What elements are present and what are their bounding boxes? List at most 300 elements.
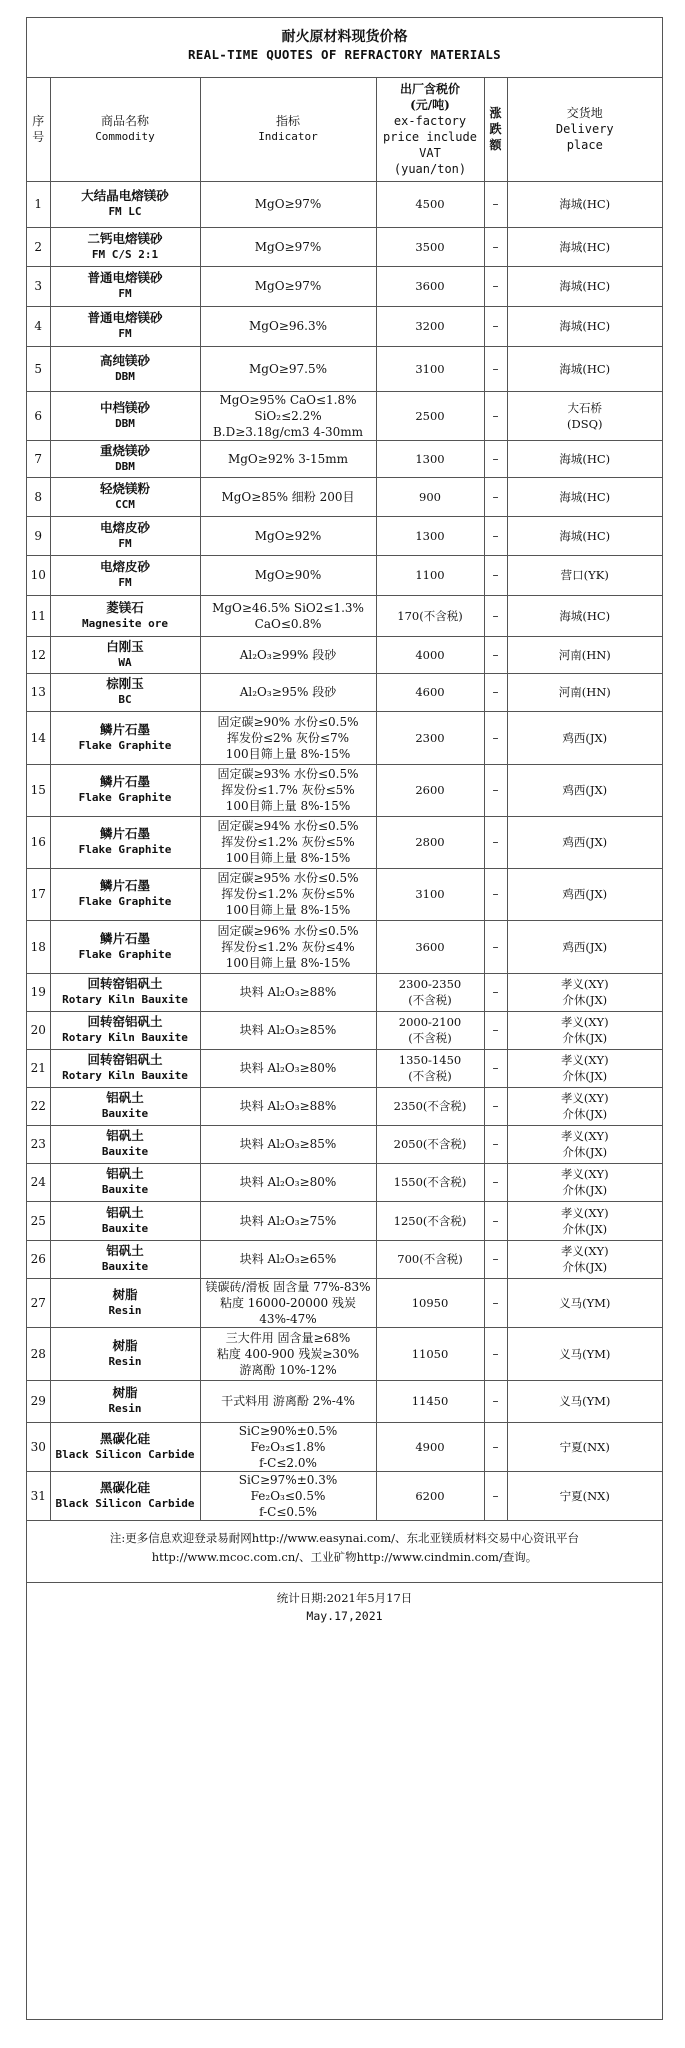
- row-change: [484, 868, 507, 920]
- table-row: [27, 1087, 662, 1125]
- row-number: [27, 227, 50, 266]
- table-row: [27, 764, 662, 816]
- row-indicator-text: MgO≥92%: [254, 528, 322, 543]
- row-change: [484, 1163, 507, 1201]
- row-place: [507, 227, 662, 266]
- row-place: [507, 477, 662, 516]
- table-row: [27, 816, 662, 868]
- row-place: [507, 1125, 662, 1163]
- row-number-text: 30: [30, 1439, 46, 1454]
- row-price-text: 6200: [415, 1488, 445, 1503]
- row-number: [27, 595, 50, 636]
- row-change-text: –: [492, 1295, 499, 1310]
- row-price: [376, 181, 484, 227]
- footer-note: [27, 1521, 662, 1583]
- row-indicator: [200, 816, 376, 868]
- row-price: [376, 1471, 484, 1520]
- row-place-text: 海城(HC): [559, 489, 611, 504]
- row-price-text: 2300: [415, 730, 445, 745]
- row-place: [507, 306, 662, 346]
- table-row: [27, 1011, 662, 1049]
- row-change: [484, 1201, 507, 1240]
- row-place-text: 鸡西(JX): [562, 835, 608, 849]
- row-place: [507, 555, 662, 595]
- row-change-text: –: [492, 489, 499, 504]
- row-number: [27, 1087, 50, 1125]
- commodity-name-cn: 电熔皮砂: [99, 519, 150, 535]
- table-row: [27, 391, 662, 440]
- row-number-text: 10: [30, 568, 46, 582]
- row-indicator-text: 块料 Al₂O₃≥75%: [239, 1213, 337, 1228]
- commodity-name-en: Bauxite: [101, 1221, 149, 1235]
- row-place-text: 海城(HC): [559, 451, 611, 466]
- table-row: [27, 1327, 662, 1380]
- row-commodity: [50, 1240, 200, 1278]
- row-commodity: [50, 816, 200, 868]
- row-change-text: –: [492, 608, 499, 623]
- row-price-text: 2000-2100 (不含税): [398, 1015, 462, 1045]
- row-indicator: [200, 1163, 376, 1201]
- header-change: 涨 跌 额: [484, 78, 507, 181]
- row-number-text: 23: [30, 1137, 46, 1151]
- row-price: [376, 1422, 484, 1471]
- commodity-name-en: Resin: [108, 1303, 142, 1317]
- row-indicator: [200, 920, 376, 973]
- row-price-text: 1350-1450 (不含税): [398, 1053, 462, 1083]
- row-commodity: [50, 181, 200, 227]
- row-place-text: 孝义(XY) 介休(JX): [560, 1053, 609, 1083]
- row-change: [484, 1380, 507, 1422]
- commodity-name-en: Bauxite: [101, 1260, 149, 1273]
- row-place-text: 海城(HC): [559, 197, 611, 211]
- table-row: [27, 555, 662, 595]
- row-commodity: [50, 306, 200, 346]
- row-indicator: [200, 1011, 376, 1049]
- row-place-text: 孝义(XY) 介休(JX): [560, 1167, 609, 1197]
- row-place-text: 河南(HN): [558, 647, 611, 662]
- row-price-text: 1300: [415, 451, 445, 466]
- table-row: [27, 711, 662, 764]
- row-price: [376, 1049, 484, 1087]
- commodity-name-en: FM LC: [108, 205, 142, 218]
- commodity-name-cn: 回转窑铝矾土: [87, 1014, 163, 1029]
- commodity-name-cn: 回转窑铝矾土: [87, 1052, 163, 1067]
- row-price-text: 2050(不含税): [393, 1137, 467, 1151]
- row-number-text: 17: [30, 887, 46, 901]
- row-commodity: [50, 516, 200, 555]
- header-row: [27, 78, 662, 181]
- row-number: [27, 1163, 50, 1201]
- price-table: [27, 78, 662, 1521]
- commodity-name-en: FM: [118, 327, 132, 340]
- row-indicator-text: MgO≥97%: [254, 279, 322, 293]
- row-change-text: –: [492, 985, 499, 999]
- row-number-text: 21: [30, 1061, 46, 1075]
- row-change-text: –: [492, 1137, 499, 1151]
- commodity-name-cn: 铝矾土: [106, 1166, 144, 1181]
- row-number-text: 18: [30, 939, 46, 954]
- row-indicator: [200, 673, 376, 711]
- row-price-text: 1300: [415, 528, 445, 543]
- row-price: [376, 595, 484, 636]
- commodity-name-en: Rotary Kiln Bauxite: [62, 993, 188, 1006]
- row-indicator-text: 块料 Al₂O₃≥80%: [239, 1061, 337, 1075]
- row-place: [507, 1011, 662, 1049]
- row-indicator: [200, 1049, 376, 1087]
- commodity-name-cn: 黑碳化硅: [99, 1430, 150, 1446]
- commodity-name-cn: 树脂: [112, 1337, 138, 1353]
- commodity-name-en: Flake Graphite: [78, 895, 172, 908]
- row-commodity: [50, 1087, 200, 1125]
- row-change: [484, 391, 507, 440]
- table-row: [27, 477, 662, 516]
- table-row: [27, 181, 662, 227]
- commodity-name-en: Black Silicon Carbide: [55, 1447, 195, 1461]
- row-commodity: [50, 1201, 200, 1240]
- row-price-text: 3600: [415, 279, 445, 293]
- row-indicator-text: 固定碳≥96% 水份≤0.5% 挥发份≤1.2% 灰份≤4% 100目筛上量 8%-15%: [217, 923, 359, 970]
- row-commodity: [50, 1049, 200, 1087]
- row-indicator-text: 块料 Al₂O₃≥88%: [239, 985, 337, 999]
- table-row: [27, 595, 662, 636]
- row-indicator-text: MgO≥85% 细粉 200目: [221, 489, 355, 504]
- row-price: [376, 673, 484, 711]
- row-price: [376, 1087, 484, 1125]
- commodity-name-en: Rotary Kiln Bauxite: [62, 1031, 188, 1044]
- row-number-text: 31: [30, 1488, 46, 1503]
- row-indicator: [200, 555, 376, 595]
- row-change-text: –: [492, 1099, 499, 1113]
- row-indicator: [200, 1278, 376, 1327]
- row-commodity: [50, 346, 200, 391]
- row-indicator: [200, 1422, 376, 1471]
- table-row: [27, 1049, 662, 1087]
- row-indicator-text: MgO≥97%: [254, 197, 322, 211]
- commodity-name-en: Bauxite: [101, 1145, 149, 1158]
- header-place-en: Delivery place: [555, 122, 614, 153]
- row-change-text: –: [492, 1213, 499, 1228]
- header-indicator: [200, 78, 376, 181]
- row-place: [507, 266, 662, 306]
- row-change: [484, 181, 507, 227]
- table-row: [27, 1125, 662, 1163]
- commodity-name-en: FM: [118, 536, 132, 550]
- row-change: [484, 477, 507, 516]
- row-number-text: 24: [30, 1175, 46, 1189]
- header-price-en: ex-factory price include VAT (yuan/ton): [383, 114, 477, 177]
- row-number-text: 14: [30, 730, 46, 745]
- header-price: [376, 78, 484, 181]
- commodity-name-en: CCM: [115, 497, 135, 511]
- row-price: [376, 764, 484, 816]
- commodity-name-en: Resin: [108, 1402, 142, 1415]
- row-place: [507, 764, 662, 816]
- commodity-name-cn: 树脂: [112, 1385, 138, 1400]
- row-number: [27, 1049, 50, 1087]
- commodity-name-cn: 中档镁砂: [99, 399, 150, 415]
- row-price: [376, 346, 484, 391]
- row-number-text: 28: [30, 1346, 46, 1361]
- row-price: [376, 306, 484, 346]
- header-price-cn: 出厂含税价 (元/吨): [399, 82, 460, 113]
- price-sheet: [26, 17, 663, 2020]
- row-number-text: 19: [30, 985, 46, 999]
- title-english: REAL-TIME QUOTES OF REFRACTORY MATERIALS: [187, 47, 502, 62]
- row-place-text: 海城(HC): [559, 319, 611, 333]
- row-number: [27, 516, 50, 555]
- row-number-text: 4: [34, 319, 43, 333]
- row-change: [484, 764, 507, 816]
- row-number: [27, 306, 50, 346]
- row-change: [484, 306, 507, 346]
- row-price: [376, 266, 484, 306]
- row-price-text: 2300-2350 (不含税): [398, 977, 462, 1007]
- row-place: [507, 673, 662, 711]
- row-price: [376, 1201, 484, 1240]
- table-row: [27, 1163, 662, 1201]
- row-change-text: –: [492, 319, 499, 333]
- row-place: [507, 636, 662, 673]
- commodity-name-cn: 回转窑铝矾土: [87, 976, 163, 991]
- row-price: [376, 1240, 484, 1278]
- row-price-text: 4900: [415, 1439, 445, 1454]
- row-price-text: 1250(不含税): [393, 1213, 467, 1228]
- row-indicator: [200, 1125, 376, 1163]
- row-change-text: –: [492, 783, 499, 797]
- row-price: [376, 920, 484, 973]
- commodity-name-en: Magnesite ore: [81, 616, 169, 630]
- row-price: [376, 1327, 484, 1380]
- row-price-text: 3200: [415, 319, 445, 333]
- row-indicator: [200, 440, 376, 477]
- row-place-text: 宁夏(NX): [559, 1439, 610, 1454]
- row-commodity: [50, 973, 200, 1011]
- row-indicator-text: 块料 Al₂O₃≥85%: [239, 1137, 337, 1151]
- row-indicator: [200, 764, 376, 816]
- row-price: [376, 1011, 484, 1049]
- row-number: [27, 346, 50, 391]
- row-place: [507, 1240, 662, 1278]
- date-english: May.17,2021: [306, 1608, 383, 1623]
- row-number-text: 25: [30, 1213, 46, 1228]
- row-number-text: 26: [30, 1252, 46, 1266]
- row-place-text: 孝义(XY) 介休(JX): [560, 1091, 609, 1121]
- table-row: [27, 1278, 662, 1327]
- table-row: [27, 920, 662, 973]
- row-indicator-text: 干式料用 游离酚 2%-4%: [221, 1394, 355, 1408]
- row-number: [27, 1422, 50, 1471]
- commodity-name-cn: 鳞片石墨: [99, 878, 150, 893]
- row-place-text: 海城(HC): [559, 361, 611, 376]
- row-commodity: [50, 440, 200, 477]
- row-price-text: 3100: [415, 361, 445, 376]
- row-commodity: [50, 391, 200, 440]
- row-place-text: 河南(HN): [558, 685, 611, 699]
- row-place-text: 孝义(XY) 介休(JX): [560, 1244, 609, 1274]
- row-number: [27, 636, 50, 673]
- row-commodity: [50, 636, 200, 673]
- row-place: [507, 1049, 662, 1087]
- row-place-text: 海城(HC): [559, 608, 611, 623]
- row-number: [27, 1471, 50, 1520]
- row-place-text: 孝义(XY) 介休(JX): [560, 1129, 609, 1159]
- row-place-text: 鸡西(JX): [562, 783, 608, 797]
- footer: [27, 1521, 662, 1632]
- note-line-1: 注:更多信息欢迎登录易耐网http://www.easynai.com/、东北亚镁质材料交易中心资讯平台: [109, 1530, 580, 1545]
- row-change-text: –: [492, 1061, 499, 1075]
- row-number: [27, 673, 50, 711]
- row-change: [484, 1087, 507, 1125]
- row-indicator: [200, 1087, 376, 1125]
- row-number: [27, 1201, 50, 1240]
- row-indicator-text: Al₂O₃≥95% 段砂: [239, 685, 337, 699]
- row-price: [376, 711, 484, 764]
- row-commodity: [50, 227, 200, 266]
- commodity-name-cn: 二钙电熔镁砂: [87, 230, 163, 246]
- row-place-text: 孝义(XY) 介休(JX): [560, 1205, 609, 1236]
- row-change-text: –: [492, 408, 499, 423]
- row-indicator-text: 块料 Al₂O₃≥65%: [239, 1252, 337, 1266]
- row-price-text: 3600: [415, 939, 445, 954]
- row-change: [484, 711, 507, 764]
- table-row: [27, 306, 662, 346]
- commodity-name-en: Bauxite: [101, 1183, 149, 1196]
- row-indicator: [200, 973, 376, 1011]
- row-commodity: [50, 711, 200, 764]
- row-price: [376, 1125, 484, 1163]
- row-number: [27, 440, 50, 477]
- row-number: [27, 711, 50, 764]
- row-place: [507, 711, 662, 764]
- table-row: [27, 636, 662, 673]
- row-place: [507, 1422, 662, 1471]
- row-place-text: 海城(HC): [559, 528, 611, 543]
- row-price: [376, 516, 484, 555]
- commodity-name-cn: 铝矾土: [106, 1128, 144, 1143]
- row-indicator: [200, 636, 376, 673]
- row-change: [484, 227, 507, 266]
- row-change-text: –: [492, 887, 499, 901]
- row-change: [484, 920, 507, 973]
- row-place: [507, 516, 662, 555]
- row-price-text: 10950: [411, 1295, 449, 1310]
- row-change-text: –: [492, 239, 499, 254]
- row-change-text: –: [492, 568, 499, 582]
- row-change: [484, 1125, 507, 1163]
- row-place: [507, 1087, 662, 1125]
- row-number-text: 12: [30, 647, 46, 662]
- row-place: [507, 920, 662, 973]
- row-number: [27, 1278, 50, 1327]
- row-price: [376, 816, 484, 868]
- row-price: [376, 973, 484, 1011]
- commodity-name-en: WA: [118, 655, 132, 669]
- row-indicator: [200, 1201, 376, 1240]
- row-place: [507, 868, 662, 920]
- row-change-text: –: [492, 1439, 499, 1454]
- row-number-text: 11: [30, 608, 46, 623]
- row-number: [27, 266, 50, 306]
- header-indicator-cn: 指标: [275, 114, 300, 129]
- row-price-text: 11050: [411, 1346, 449, 1361]
- header-no: 序 号: [27, 78, 50, 181]
- row-change-text: –: [492, 451, 499, 466]
- row-place-text: 义马(YM): [559, 1346, 611, 1361]
- row-number-text: 27: [30, 1295, 46, 1310]
- row-indicator-text: MgO≥95% CaO≤1.8% SiO₂≤2.2% B.D≥3.18g/cm3 4-30mm: [212, 392, 364, 439]
- table-row: [27, 1422, 662, 1471]
- title-block: [27, 18, 662, 78]
- row-indicator-text: 块料 Al₂O₃≥88%: [239, 1099, 337, 1113]
- table-row: [27, 440, 662, 477]
- row-indicator: [200, 595, 376, 636]
- row-change: [484, 1011, 507, 1049]
- commodity-name-en: Resin: [108, 1354, 142, 1368]
- row-number: [27, 816, 50, 868]
- row-price: [376, 636, 484, 673]
- commodity-name-en: Flake Graphite: [78, 947, 172, 961]
- row-indicator-text: 块料 Al₂O₃≥80%: [239, 1175, 337, 1189]
- row-price: [376, 227, 484, 266]
- row-indicator: [200, 868, 376, 920]
- row-change-text: –: [492, 279, 499, 293]
- row-indicator-text: MgO≥90%: [254, 568, 322, 582]
- commodity-name-cn: 轻烧镁粉: [99, 480, 150, 496]
- row-commodity: [50, 477, 200, 516]
- commodity-name-cn: 电熔皮砂: [99, 559, 150, 574]
- table-row: [27, 973, 662, 1011]
- row-number: [27, 391, 50, 440]
- row-place: [507, 1471, 662, 1520]
- row-place-text: 孝义(XY) 介休(JX): [560, 1015, 609, 1045]
- row-number-text: 7: [34, 451, 43, 466]
- row-change-text: –: [492, 528, 499, 543]
- commodity-name-cn: 铝矾土: [106, 1204, 144, 1220]
- row-commodity: [50, 1163, 200, 1201]
- header-commodity-en: Commodity: [95, 130, 155, 144]
- row-place-text: 义马(YM): [559, 1295, 611, 1310]
- row-number-text: 3: [34, 279, 43, 293]
- commodity-name-cn: 鳞片石墨: [99, 774, 150, 789]
- row-number-text: 29: [30, 1394, 46, 1408]
- commodity-name-en: DBM: [115, 459, 135, 473]
- row-number-text: 20: [30, 1023, 46, 1037]
- row-price-text: 2500: [415, 408, 445, 423]
- row-indicator: [200, 391, 376, 440]
- row-place: [507, 1163, 662, 1201]
- row-indicator-text: SiC≥90%±0.5% Fe₂O₃≤1.8% f-C≤2.0%: [238, 1423, 338, 1470]
- commodity-name-en: DBM: [115, 369, 135, 383]
- row-number-text: 13: [30, 685, 46, 699]
- row-commodity: [50, 673, 200, 711]
- table-row: [27, 1201, 662, 1240]
- row-indicator: [200, 1471, 376, 1520]
- header-commodity: [50, 78, 200, 181]
- row-change-text: –: [492, 1175, 499, 1189]
- row-indicator: [200, 516, 376, 555]
- row-number: [27, 920, 50, 973]
- row-number: [27, 1327, 50, 1380]
- row-price: [376, 477, 484, 516]
- table-row: [27, 227, 662, 266]
- row-place: [507, 1278, 662, 1327]
- row-indicator: [200, 1240, 376, 1278]
- row-number: [27, 1125, 50, 1163]
- commodity-name-en: Flake Graphite: [78, 791, 172, 804]
- row-price-text: 3500: [415, 239, 445, 254]
- row-price-text: 2350(不含税): [393, 1099, 467, 1113]
- table-row: [27, 1471, 662, 1520]
